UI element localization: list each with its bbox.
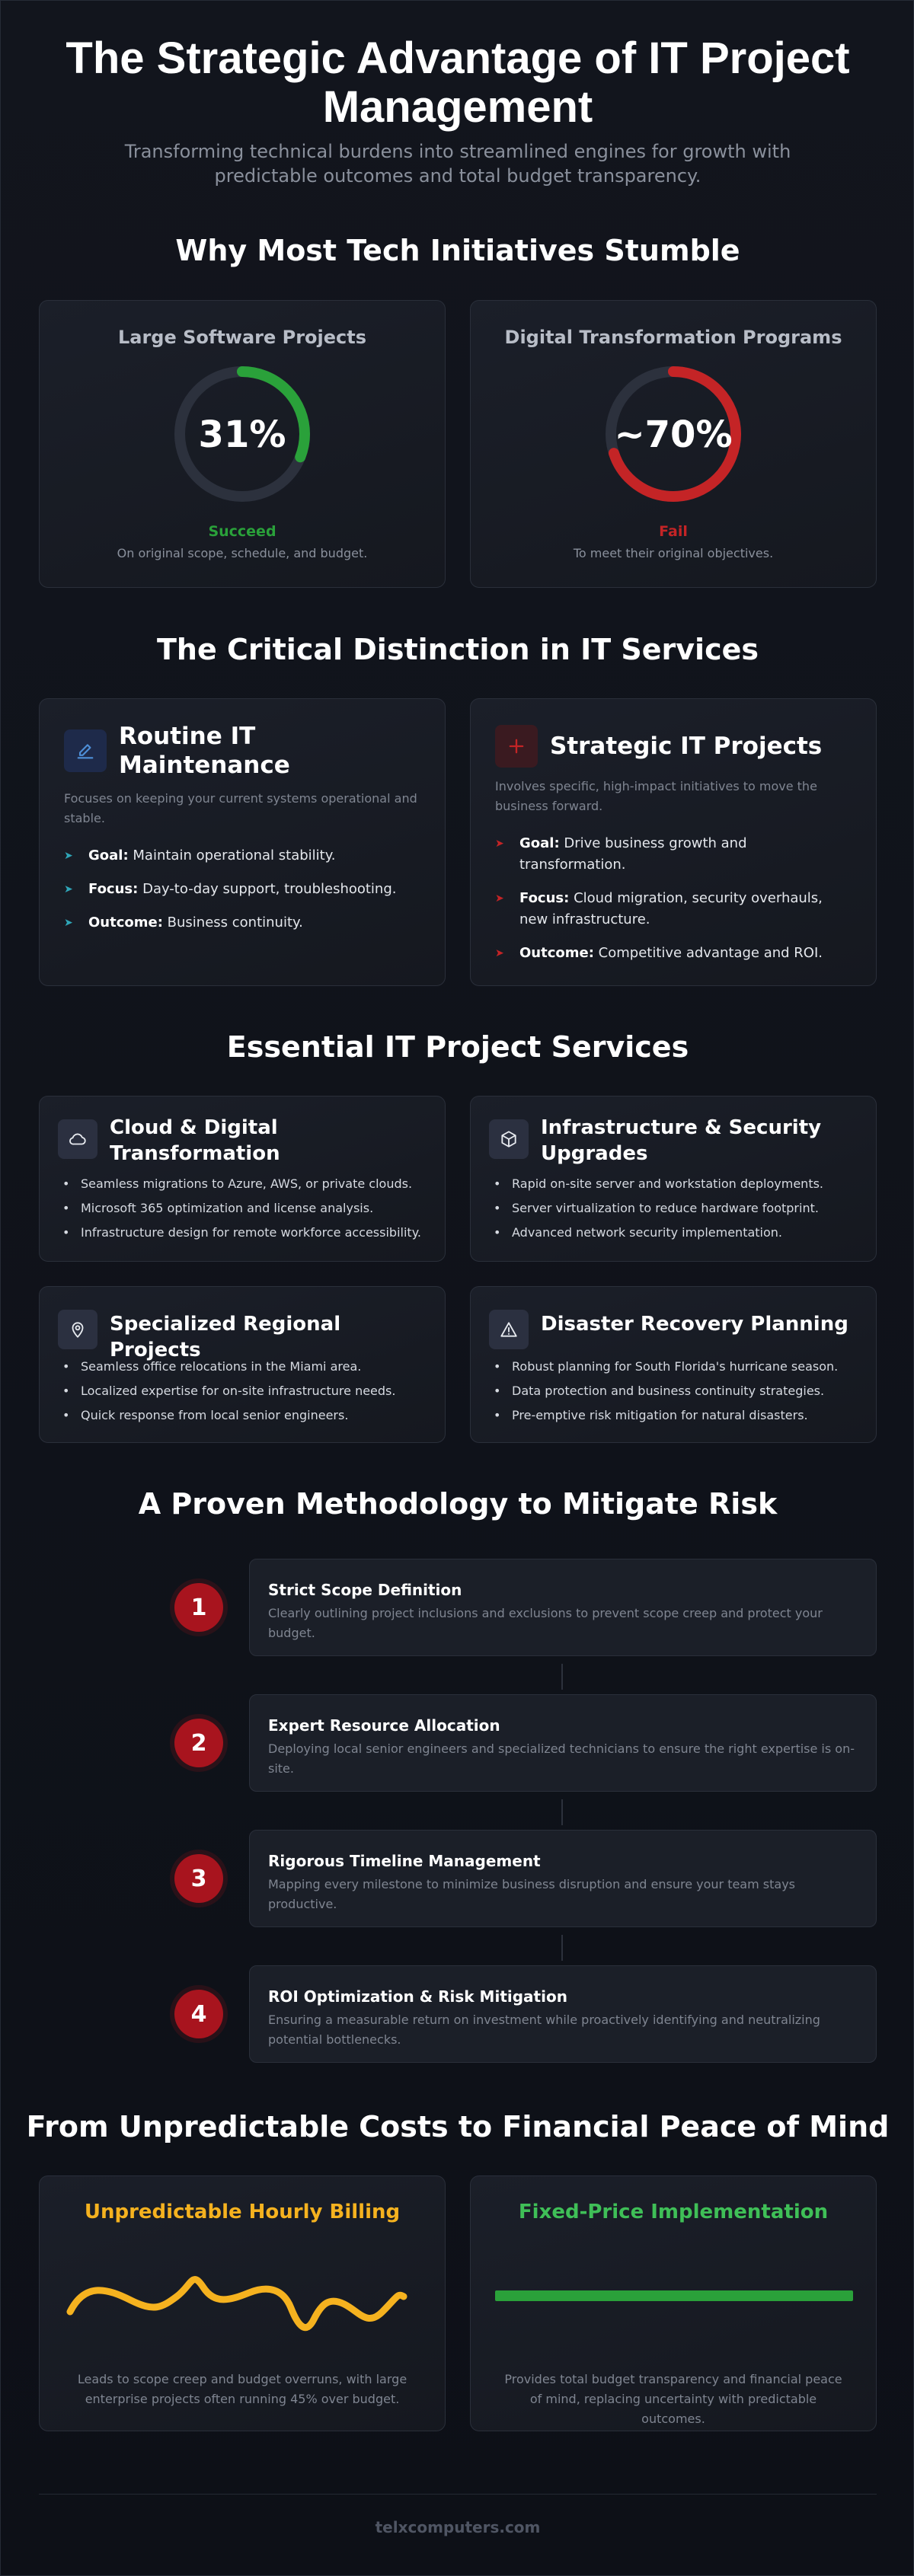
stat-value: ~70% <box>614 413 733 456</box>
arrow-icon: ➤ <box>495 838 504 850</box>
step-connector <box>561 1799 563 1825</box>
step-description: Clearly outlining project inclusions and exclusions to prevent scope creep and protect your budget. <box>268 1606 823 1640</box>
service-title: Infrastructure & Security Upgrades <box>541 1116 822 1165</box>
page-title: The Strategic Advantage of IT Project Management <box>66 34 850 132</box>
list-item: • Localized expertise for on-site infrastructure needs. <box>58 1383 430 1400</box>
step-number: 1 <box>174 1583 223 1632</box>
stat-description: To meet their original objectives. <box>573 546 774 560</box>
section-title-finance: From Unpredictable Costs to Financial Peace of Mind <box>26 2110 890 2143</box>
stat-card-digital <box>470 300 877 588</box>
step-card <box>249 1694 877 1792</box>
card-description: Involves specific, high-impact initiatives to move the business forward. <box>495 779 817 813</box>
list-item: • Server virtualization to reduce hardware footprint. <box>489 1200 861 1217</box>
stat-card-title: Large Software Projects <box>117 327 367 348</box>
card-description: Provides total budget transparency and financial peace of mind, replacing uncertainty with predictable outcomes. <box>504 2372 842 2426</box>
warning-icon <box>489 1310 529 1349</box>
arrow-icon: ➤ <box>64 883 73 895</box>
step-title: Rigorous Timeline Management <box>268 1852 541 1870</box>
stat-description: On original scope, schedule, and budget. <box>117 546 368 560</box>
service-card-disaster <box>470 1286 877 1443</box>
strategic-projects-card <box>470 698 877 986</box>
step-card <box>249 1559 877 1656</box>
service-list <box>58 1358 430 1432</box>
step-card <box>249 1965 877 2063</box>
service-title: Cloud & Digital Transformation <box>110 1116 280 1165</box>
card-title: Fixed-Price Implementation <box>518 2201 829 2223</box>
card-description: Leads to scope creep and budget overruns, with large enterprise projects often running 45% over budget. <box>77 2372 407 2406</box>
routine-maintenance-card <box>39 698 446 986</box>
fixed-price-card <box>470 2175 877 2431</box>
step-description: Mapping every milestone to minimize business disruption and ensure your team stays productive. <box>268 1877 795 1911</box>
service-title: Disaster Recovery Planning <box>541 1313 848 1336</box>
hourly-billing-card <box>39 2175 446 2431</box>
list-item: • Robust planning for South Florida's hurricane season. <box>489 1358 861 1375</box>
list-item: • Data protection and business continuity strategies. <box>489 1383 861 1400</box>
step-description: Ensuring a measurable return on investment while proactively identifying and neutralizing potential bottlenecks. <box>268 2013 820 2047</box>
card-title: Routine IT Maintenance <box>119 723 290 779</box>
step-card <box>249 1830 877 1927</box>
step-title: ROI Optimization & Risk Mitigation <box>268 1987 567 2006</box>
step-number: 3 <box>174 1854 223 1903</box>
step-number: 4 <box>174 1990 223 2038</box>
card-title: Strategic IT Projects <box>550 733 823 760</box>
strategic-list <box>495 833 853 976</box>
service-card-infrastructure <box>470 1096 877 1262</box>
list-item: ➤ Focus: Cloud migration, security overhauls, new infrastructure. <box>495 888 853 930</box>
arrow-icon: ➤ <box>64 850 73 862</box>
step-number: 2 <box>174 1719 223 1767</box>
list-item: • Seamless migrations to Azure, AWS, or private clouds. <box>58 1176 430 1192</box>
section-title-methodology: A Proven Methodology to Mitigate Risk <box>138 1487 778 1521</box>
card-title: Unpredictable Hourly Billing <box>84 2201 401 2223</box>
service-card-cloud <box>39 1096 446 1262</box>
pencil-icon <box>64 729 107 772</box>
cloud-icon <box>58 1119 97 1159</box>
stat-card-title: Digital Transformation Programs <box>504 327 842 348</box>
plus-icon <box>495 725 538 768</box>
list-item: ➤ Goal: Maintain operational stability. <box>64 845 422 867</box>
footer-site-link[interactable]: telxcomputers.com <box>375 2518 541 2536</box>
list-item: • Pre-emptive risk mitigation for natural disasters. <box>489 1407 861 1424</box>
list-item: ➤ Goal: Drive business growth and transformation. <box>495 833 853 876</box>
wavy-cost-line <box>62 2266 428 2335</box>
arrow-icon: ➤ <box>64 917 73 929</box>
step-title: Strict Scope Definition <box>268 1581 462 1599</box>
list-item: • Rapid on-site server and workstation deployments. <box>489 1176 861 1192</box>
section-title-stumble: Why Most Tech Initiatives Stumble <box>175 234 740 267</box>
flat-cost-bar <box>495 2290 853 2301</box>
section-title-distinction: The Critical Distinction in IT Services <box>157 633 759 666</box>
arrow-icon: ➤ <box>495 892 504 905</box>
arrow-icon: ➤ <box>495 947 504 959</box>
routine-list <box>64 845 422 946</box>
stat-card-software <box>39 300 446 588</box>
list-item: • Seamless office relocations in the Miami area. <box>58 1358 430 1375</box>
service-list <box>58 1176 430 1249</box>
page-subtitle: Transforming technical burdens into streamlined engines for growth with predictable outcomes and total budget transparency. <box>124 141 791 187</box>
step-title: Expert Resource Allocation <box>268 1716 500 1735</box>
list-item: • Advanced network security implementation. <box>489 1224 861 1241</box>
stat-label: Fail <box>659 523 688 540</box>
section-title-services: Essential IT Project Services <box>226 1030 689 1064</box>
stat-label: Succeed <box>208 523 276 540</box>
card-description: Focuses on keeping your current systems operational and stable. <box>64 791 417 825</box>
list-item: • Infrastructure design for remote workforce accessibility. <box>58 1224 430 1241</box>
service-list <box>489 1358 861 1432</box>
footer-divider <box>39 2494 877 2495</box>
service-title: Specialized Regional Projects <box>110 1313 341 1361</box>
service-list <box>489 1176 861 1249</box>
cube-icon <box>489 1119 529 1159</box>
step-connector <box>561 1664 563 1690</box>
step-connector <box>561 1935 563 1961</box>
map-pin-icon <box>58 1310 97 1349</box>
step-description: Deploying local senior engineers and specialized technicians to ensure the right expertise is on-site. <box>268 1741 855 1776</box>
service-card-regional <box>39 1286 446 1443</box>
list-item: • Microsoft 365 optimization and license analysis. <box>58 1200 430 1217</box>
list-item: ➤ Focus: Day-to-day support, troubleshooting. <box>64 879 422 900</box>
stat-value: 31% <box>198 413 286 456</box>
list-item: • Quick response from local senior engineers. <box>58 1407 430 1424</box>
list-item: ➤ Outcome: Business continuity. <box>64 912 422 934</box>
list-item: ➤ Outcome: Competitive advantage and ROI. <box>495 943 853 964</box>
